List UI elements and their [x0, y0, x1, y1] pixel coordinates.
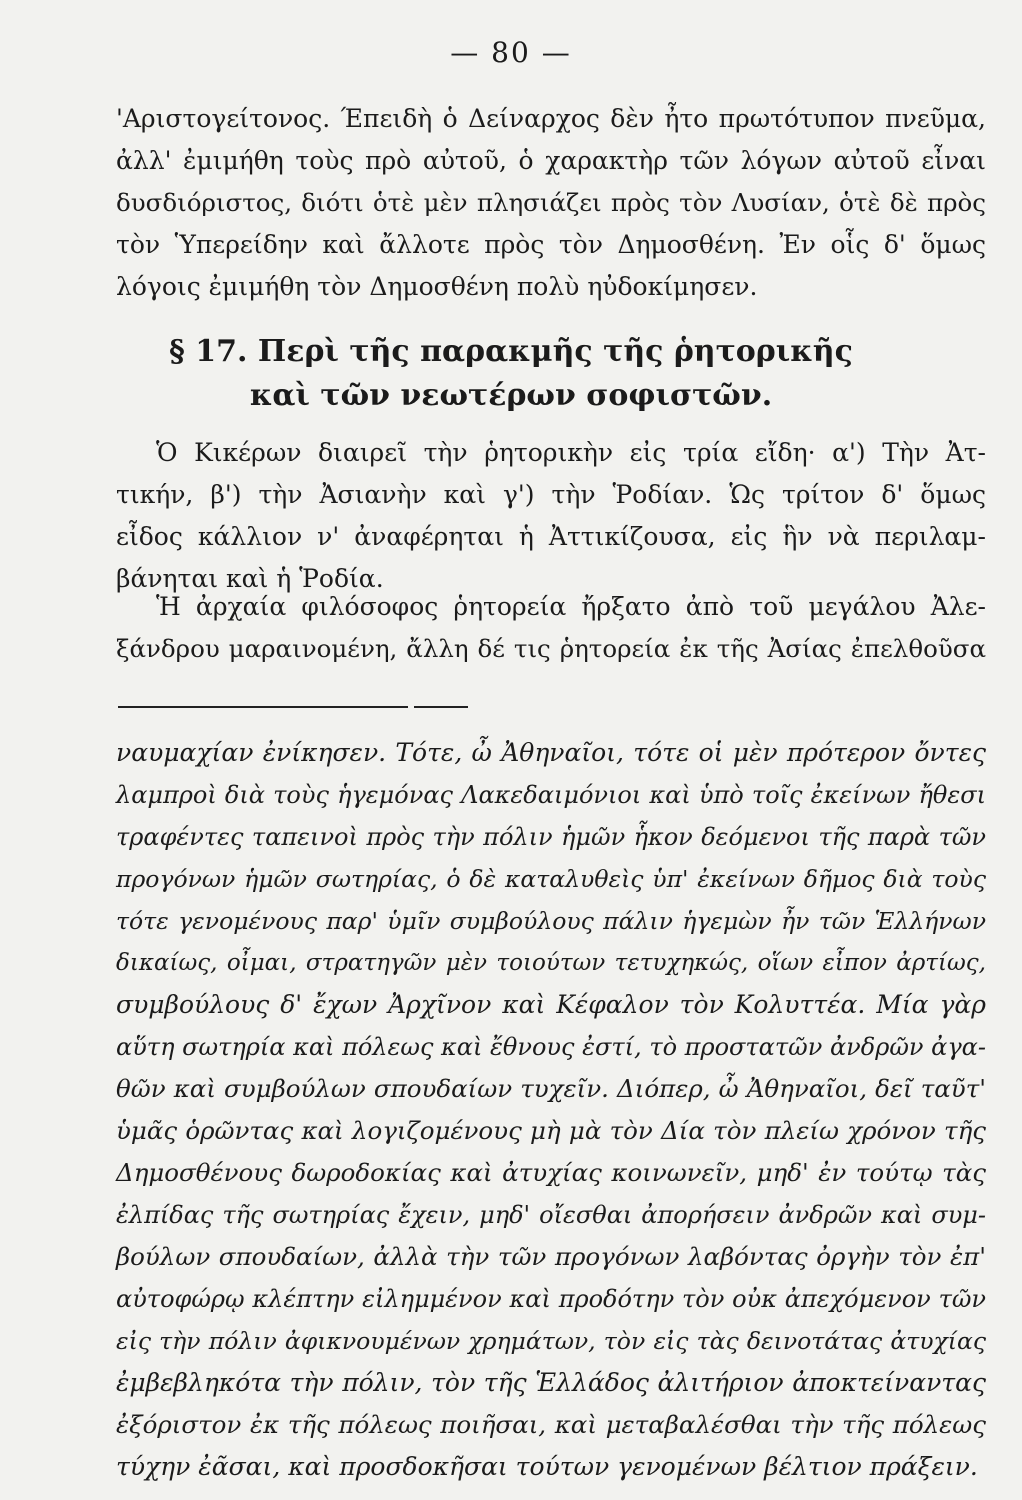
section-heading-line-1: § 17. Περὶ τῆς παρακμῆς τῆς ῥητορικῆς [169, 334, 853, 369]
footnote-line: συμβούλους δ' ἔχων Ἀρχῖνον καὶ Κέφαλον τὸν Κολυττέα. Μία γὰρ [116, 990, 986, 1019]
page-number: — 80 — [450, 36, 572, 69]
text-line: ξάνδρου μαραινομένη, ἄλλη δέ τις ῥητορεία ἐκ τῆς Ἀσίας ἐπελθοῦσα [116, 634, 986, 663]
footnote-line: ναυμαχίαν ἐνίκησεν. Τότε, ὦ Ἀθηναῖοι, τότε οἱ μὲν πρότερον ὄντες [116, 738, 986, 767]
paragraph-2 [116, 432, 986, 600]
footnote-line: ὑμᾶς ὁρῶντας καὶ λογιζομένους μὴ μὰ τὸν Δία τὸν πλείω χρόνον τῆς [116, 1116, 986, 1145]
footnote-line: ἐμβεβληκότα τὴν πόλιν, τὸν τῆς Ἑλλάδος ἀλιτήριον ἀποκτείναντας [116, 1368, 986, 1397]
footnote-line: τότε γενομένους παρ' ὑμῖν συμβούλους πάλιν ἡγεμὼν ἦν τῶν Ἑλλήνων [116, 907, 986, 935]
text-line: τικήν, β') τὴν Ἀσιανὴν καὶ γ') τὴν Ῥοδίαν. Ὡς τρίτον δ' ὅμως [116, 480, 986, 509]
footnote [116, 732, 986, 1488]
footnote-line: λαμπροὶ διὰ τοὺς ἡγεμόνας Λακεδαιμόνιοι καὶ ὑπὸ τοῖς ἐκείνων ἤθεσι [116, 781, 986, 809]
footnote-line: προγόνων ἡμῶν σωτηρίας, ὁ δὲ καταλυθεὶς ὑπ' ἐκείνων δῆμος διὰ τοὺς [116, 865, 986, 893]
footnote-line: τύχην ἐᾶσαι, καὶ προσδοκῆσαι τούτων γενομένων βέλτιον πράξειν. [116, 1452, 978, 1481]
paragraph-3 [116, 586, 986, 670]
footnote-line: τραφέντες ταπεινοὶ πρὸς τὴν πόλιν ἡμῶν ἧκον δεόμενοι τῆς παρὰ τῶν [116, 823, 986, 851]
section-heading-line-2: καὶ τῶν νεωτέρων σοφιστῶν. [249, 378, 773, 413]
footnote-line: δικαίως, οἶμαι, στρατηγῶν μὲν τοιούτων τετυχηκώς, οἵων εἶπον ἀρτίως, [116, 950, 986, 976]
text-line: εἶδος κάλλιον ν' ἀναφέρηται ἡ Ἀττικίζουσα, εἰς ἣν νὰ περιλαμ- [116, 522, 986, 551]
text-line: Ὁ Κικέρων διαιρεῖ τὴν ῥητορικὴν εἰς τρία εἴδη· α') Τὴν Ἀτ- [156, 438, 986, 467]
footnote-line: βούλων σπουδαίων, ἀλλὰ τὴν τῶν προγόνων λαβόντας ὀργὴν τὸν ἐπ' [116, 1242, 986, 1271]
footnote-line: θῶν καὶ συμβούλων σπουδαίων τυχεῖν. Διόπερ, ὦ Ἀθηναῖοι, δεῖ ταῦτ' [116, 1074, 986, 1103]
text-line: δυσδιόριστος, διότι ὁτὲ μὲν πλησιάζει πρὸς τὸν Λυσίαν, ὁτὲ δὲ πρὸς [116, 188, 986, 217]
footnote-line: εἰς τὴν πόλιν ἀφικνουμένων χρημάτων, τὸν εἰς τὰς δεινοτάτας ἀτυχίας [116, 1327, 986, 1355]
text-line: λόγοις ἐμιμήθη τὸν Δημοσθένη πολὺ ηὐδοκίμησεν. [116, 272, 758, 301]
footnote-rule [118, 706, 408, 708]
footnote-line: ἐλπίδας τῆς σωτηρίας ἔχειν, μηδ' οἴεσθαι ἀπορήσειν ἀνδρῶν καὶ συμ- [116, 1201, 986, 1229]
text-line: Ἡ ἀρχαία φιλόσοφος ῥητορεία ἤρξατο ἀπὸ τοῦ μεγάλου Ἀλε- [156, 592, 986, 621]
section-heading [0, 330, 1022, 418]
text-line: 'Αριστογείτονος. Έπειδὴ ὁ Δείναρχος δὲν ἦτο πρωτότυπον πνεῦμα, [116, 104, 986, 133]
text-line: ἀλλ' ἐμιμήθη τοὺς πρὸ αὐτοῦ, ὁ χαρακτὴρ τῶν λόγων αὐτοῦ εἶναι [116, 146, 986, 175]
footnote-line: αὐτοφώρῳ κλέπτην εἰλημμένον καὶ προδότην τὸν οὐκ ἀπεχόμενον τῶν [116, 1285, 986, 1313]
footnote-line: Δημοσθένους δωροδοκίας καὶ ἀτυχίας κοινωνεῖν, μηδ' ἐν τούτῳ τὰς [116, 1158, 986, 1187]
text-line: βάνηται καὶ ἡ Ῥοδία. [116, 564, 384, 593]
footnote-rule-short [414, 706, 468, 708]
footnote-line: ἐξόριστον ἐκ τῆς πόλεως ποιῆσαι, καὶ μεταβαλέσθαι τὴν τῆς πόλεως [116, 1410, 986, 1439]
text-line: τὸν Ὑπερείδην καὶ ἄλλοτε πρὸς τὸν Δημοσθένη. Ἐν οἷς δ' ὅμως [116, 230, 986, 259]
footnote-line: αὕτη σωτηρία καὶ πόλεως καὶ ἔθνους ἐστί, τὸ προστατῶν ἀνδρῶν ἀγα- [116, 1033, 986, 1061]
paragraph-1 [116, 98, 986, 308]
